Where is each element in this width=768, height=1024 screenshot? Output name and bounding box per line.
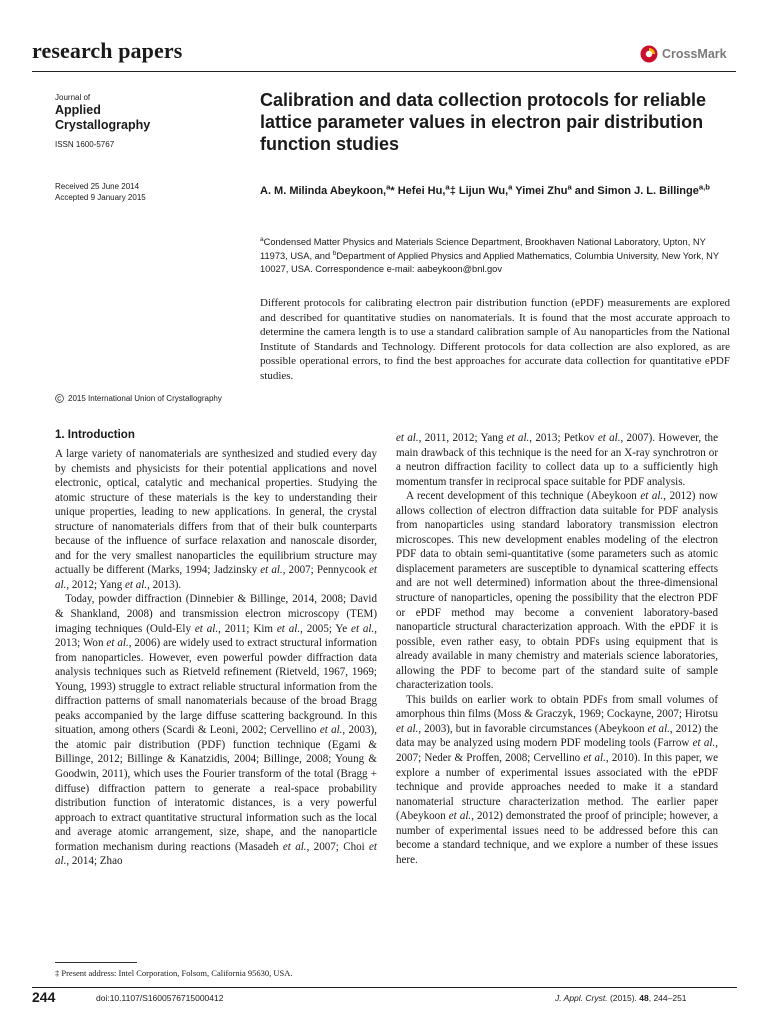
journal-label: Journal of — [55, 93, 91, 102]
paragraph: Today, powder diffraction (Dinnebier & Billinge, 2014, 2008; David & Shankland, 2008) and transmission electron microscopy (TEM) imaging techniques (Ould-Ely et al., 2011; Kim et al., 2005; Ye et al., 2013; Won et al., 2006) are widely used to extract structural information from nanoparticles. However, even powerful powder diffraction data analysis techniques such as Rietveld refinement (Rietveld, 1967, 1969; Young, 1993) struggle to extract reliable structural information from the diffraction patterns of small nanomaterials because of the broad Bragg peaks accompanied by the large diffuse scattering background. In this situation, among others (Scardi & Leoni, 2002; Cervellino et al., 2003), the atomic pair distribution (PDF) function technique (Egami & Billinge, 2012; Billinge & Kanatzidis, 2004; Billinge, 2008; Young & Goodwin, 2011), which uses the Fourier transform of the total (Bragg + diffuse) diffraction pattern to generate a real-space probability distribution function of interatomic distances, is a very powerful approach to extract quantitative structural information such as the local and average atomic arrangement, size, shape, and the nanoparticle formation mechanism during reactions (Masadeh et al., 2007; Choi et al., 2014; Zhao — [55, 593, 378, 868]
article-title: Calibration and data collection protocols for reliable lattice parameter values in electron pair distribution function studies — [260, 90, 707, 154]
paragraph: A recent development of this technique (Abeykoon et al., 2012) now allows collection of electron diffraction data suitable for PDF analysis from nanoparticles using standard laboratory transmission electron microscopes. This new development enables modeling of the electron PDF data to obtain semi-quantitative (some parameters such as atomic displacement parameters are susceptible to dynamical scattering effects and are not well determined) information about the three-dimensional structure of nanoparticles, opening the possibility that the electron PDF or ePDF method may become a convenient laboratory-based nanoparticle structural characterization approach. With the ePDF it is possible, even rather easy, to obtain PDFs using equipment that is already available in many chemistry and materials science laboratories, allowing the PDF to become part of the standard suite of sample characterization tools. — [396, 490, 719, 692]
journal-info — [55, 92, 245, 150]
footnote-rule — [55, 962, 137, 963]
affiliations: $^a$Condensed Matter Physics and Materials Science Department, Brookhaven National Laboratory, Upton, NY 11973, USA, and $^b$Department of Applied Physics and Applied Mathematics, Columbia University, New York, NY 10027, USA. Correspondence e-mail: aabeykoon@bnl.gov — [260, 235, 719, 274]
paragraph: A large variety of nanomaterials are synthesized and studied every day by chemists and physicists for their potential applications and novel electronic, optical, catalytic and mechanical properties. Studying the atomic structure of these materials is the key to understanding their unique properties, leading to new applications. In general, the crystal structure of nanomaterials differs from that of their bulk counterparts because of the influence of surface relaxation and nanoscale disorder, and for the very smallest nanoparticles the equilibrium structure may actually be different (Marks, 1994; Jadzinsky et al., 2007; Pennycook et al., 2012; Yang et al., 2013). — [55, 448, 377, 591]
copyright-icon — [55, 394, 64, 403]
crossmark-label: CrossMark — [662, 47, 727, 61]
abstract: Different protocols for calibrating electron pair distribution function (ePDF) measurements are explored and described for quantitative studies on nanomaterials. It is found that the most accurate approach to determine the camera length is to use a standard calibration sample of Au nanoparticles from the National Institute of Standards and Technology. Different protocols for data collection are also explored, as are possible operational errors, to find the best approaches for accurate data collection for quantitative ePDF studies. — [260, 297, 730, 382]
crossmark-icon — [640, 45, 658, 63]
copyright-notice — [55, 393, 222, 404]
footer-rule — [32, 987, 737, 988]
section-heading-introduction: 1. Introduction — [55, 429, 135, 441]
citation: J. Appl. Cryst. (2015). 48, 244–251 — [555, 993, 687, 1003]
journal-issn: ISSN 1600-5767 — [55, 140, 115, 149]
paragraph: This builds on earlier work to obtain PDFs from small volumes of amorphous thin films (Moss & Graczyk, 1969; Cockayne, 2007; Hirotsu et al., 2003), but in favorable circumstances (Abeykoon et al., 2012) the data may be analyzed using modern PDF modeling tools (Farrow et al., 2007; Neder & Proffen, 2008; Cervellino et al., 2010). In this paper, we explore a number of experimental issues associated with the ePDF technique and provide approaches needed to make it a standard nanomaterial structure characterization method. The earlier paper (Abeykoon et al., 2012) demonstrated the proof of principle; however, a number of experimental issues need to be addressed before this can become a standard technique, and we explore a number of these issues here. — [396, 693, 719, 866]
journal-name-line1: Applied — [55, 103, 101, 117]
section-label: research papers — [32, 38, 183, 63]
footnote: ‡ Present address: Intel Corporation, Folsom, California 95630, USA. — [55, 968, 293, 978]
dates-block — [55, 181, 146, 203]
body-column-left — [55, 447, 377, 869]
author-list: A. M. Milinda Abeykoon,$^a$* Hefei Hu,$^a$‡ Lijun Wu,$^a$ Yimei Zhu$^a$ and Simon J. L. Billinge$^{a,b}$ — [260, 182, 710, 197]
page-number: 244 — [32, 989, 56, 1005]
accepted-date: Accepted 9 January 2015 — [55, 193, 146, 202]
journal-name-line2: Crystallography — [55, 118, 151, 132]
received-date: Received 25 June 2014 — [55, 182, 140, 191]
copyright-text: 2015 International Union of Crystallography — [68, 394, 222, 403]
crossmark-badge[interactable] — [640, 45, 727, 63]
paragraph: et al., 2011, 2012; Yang et al., 2013; Petkov et al., 2007). However, the main drawback of this technique is the need for an X-ray synchrotron or a neutron diffraction facility to collect data up to a sufficiently high momentum transfer in reciprocal space suitable for PDF analysis. — [396, 432, 718, 488]
body-column-right — [396, 431, 718, 867]
doi[interactable]: doi:10.1107/S1600576715000412 — [96, 993, 224, 1003]
header-rule — [32, 71, 736, 72]
